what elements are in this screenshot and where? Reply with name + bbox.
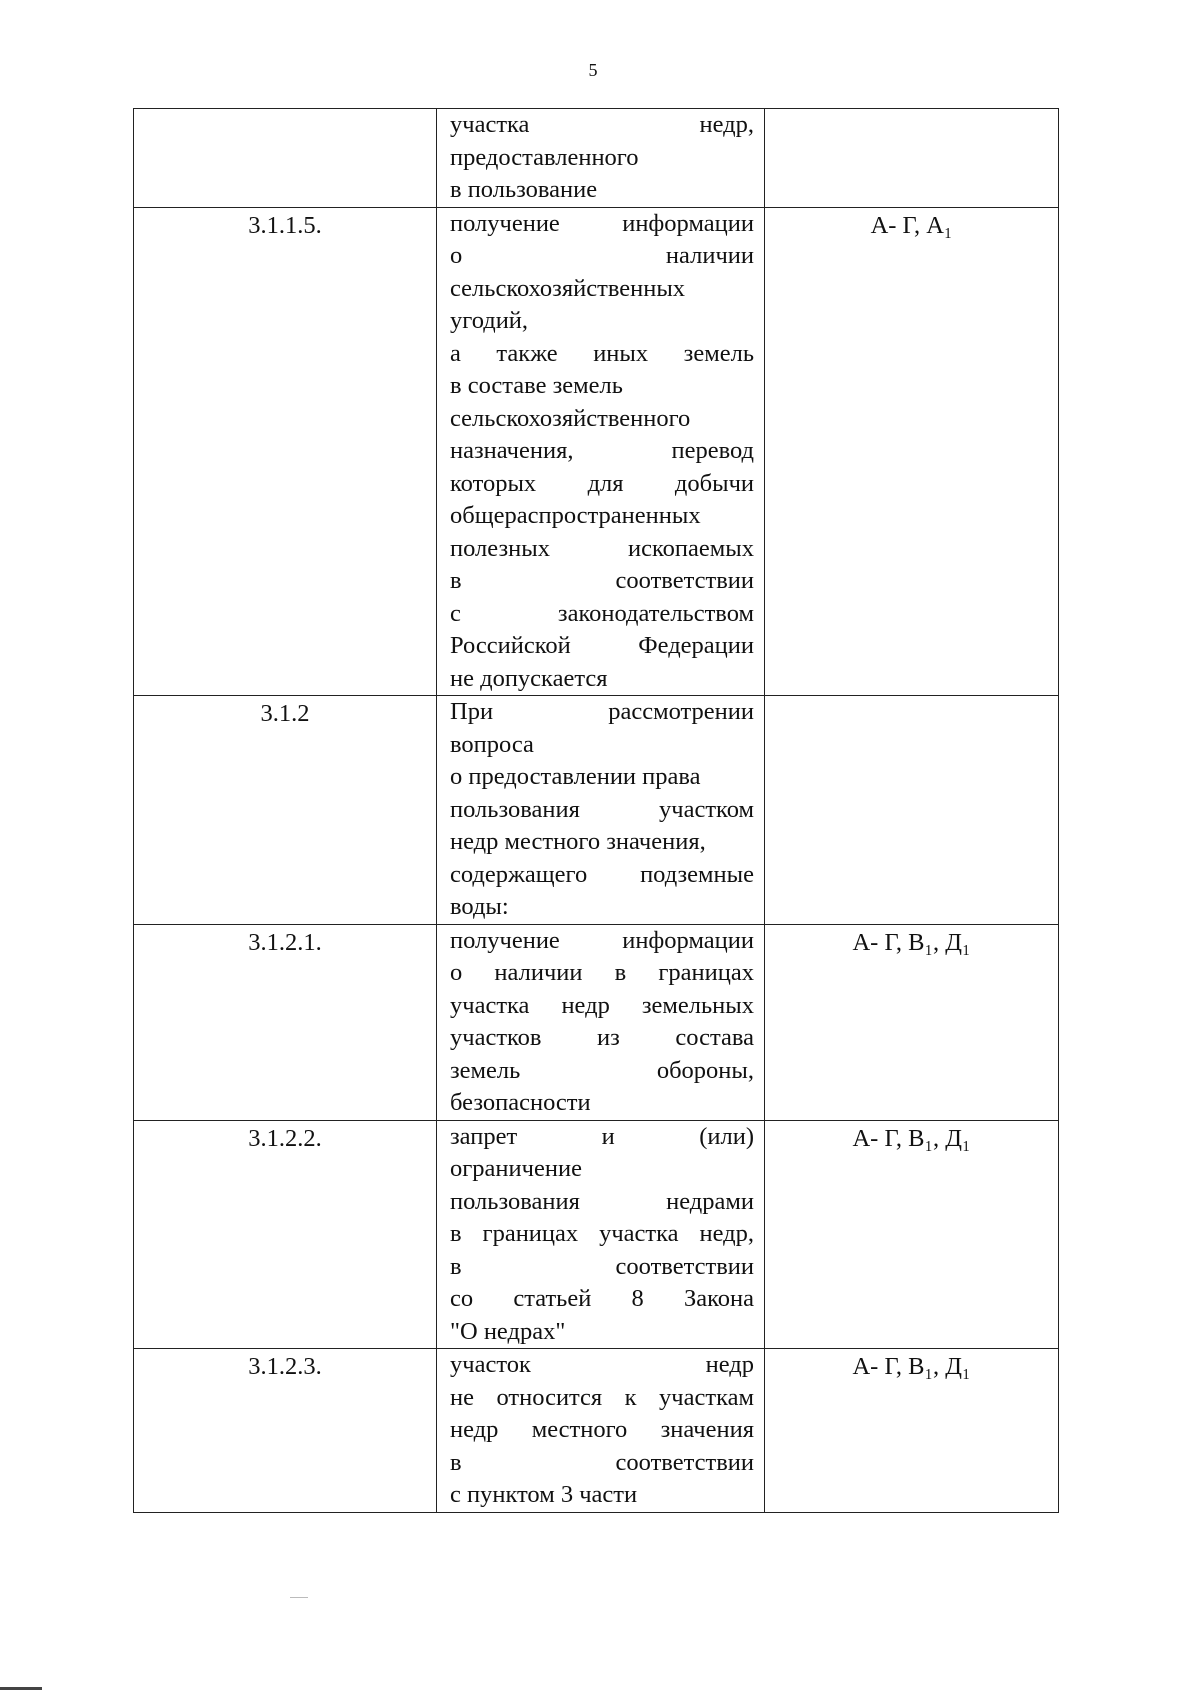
description-line: в соответствии — [450, 1448, 754, 1476]
description-line: получение информации — [450, 209, 754, 237]
description-line: в пользование — [450, 176, 598, 203]
page-number — [0, 60, 1200, 81]
description-line: с законодательством — [450, 599, 754, 627]
table-row — [134, 924, 1059, 1120]
source-codes: А- Г, В₁, Д₁ — [852, 1353, 971, 1380]
description-line: о предоставлении права — [450, 763, 701, 790]
description-line: Российской Федерации — [450, 632, 754, 659]
item-description-cell — [437, 1349, 765, 1513]
item-number: 3.1.2.3. — [248, 1353, 322, 1380]
source-codes-cell — [765, 924, 1059, 1120]
table-row — [134, 207, 1059, 696]
description-line: сельскохозяйственных — [450, 274, 686, 302]
description-line: вопроса — [450, 730, 534, 758]
source-codes-cell — [765, 1120, 1059, 1349]
description-line: ограничение — [450, 1155, 582, 1182]
description-line: участка недр земельных — [450, 991, 754, 1019]
source-codes-cell — [765, 696, 1059, 925]
scan-dust-mark — [290, 1597, 308, 1598]
description-line: о наличии — [450, 242, 754, 269]
item-number-cell — [134, 696, 437, 925]
description-line: При рассмотрении — [450, 698, 754, 725]
description-line: угодий, — [450, 307, 529, 334]
item-number-cell — [134, 924, 437, 1120]
description-line: не допускается — [450, 664, 608, 692]
item-number: 3.1.2.2. — [248, 1124, 322, 1152]
item-number-cell — [134, 207, 437, 696]
item-number: 3.1.2.1. — [248, 928, 322, 956]
page-number-text: 5 — [588, 60, 598, 80]
item-number-cell — [134, 109, 437, 208]
description-line: безопасности — [450, 1089, 591, 1116]
description-line: с пунктом 3 части — [450, 1481, 638, 1508]
table-row — [134, 109, 1059, 208]
description-line: запрет и (или) — [450, 1122, 754, 1150]
table-row — [134, 1349, 1059, 1513]
description-line: назначения, перевод — [450, 437, 754, 464]
description-line: земель обороны, — [450, 1056, 754, 1084]
description-line: в границах участка недр, — [450, 1220, 754, 1247]
description-line: "О недрах" — [450, 1317, 566, 1345]
description-line: участка недр, — [450, 111, 754, 138]
table-row — [134, 696, 1059, 925]
table-body — [134, 109, 1059, 1513]
item-number: 3.1.1.5. — [248, 211, 322, 239]
description-line: общераспространенных — [450, 502, 701, 529]
source-codes-cell — [765, 1349, 1059, 1513]
item-description-cell — [437, 109, 765, 208]
item-number: 3.1.2 — [260, 700, 310, 727]
item-description-cell — [437, 1120, 765, 1349]
description-line: воды: — [450, 893, 509, 920]
description-line: получение информации — [450, 926, 754, 954]
description-line: пользования недрами — [450, 1187, 754, 1215]
description-line: в соответствии — [450, 1252, 754, 1280]
description-line: о наличии в границах — [450, 959, 754, 986]
description-line: со статьей 8 Закона — [450, 1285, 754, 1312]
description-line: участок недр — [450, 1351, 754, 1378]
item-number-cell — [134, 1349, 437, 1513]
description-line: недр местного значения — [450, 1416, 754, 1443]
item-description-cell — [437, 207, 765, 696]
description-line: в соответствии — [450, 567, 754, 594]
source-codes: А- Г, А₁ — [870, 211, 953, 239]
description-line: а также иных земель — [450, 339, 754, 367]
document-table — [133, 108, 1059, 1513]
item-number-cell — [134, 1120, 437, 1349]
scan-edge-mark — [0, 1687, 42, 1690]
source-codes: А- Г, В₁, Д₁ — [852, 928, 971, 956]
description-line: полезных ископаемых — [450, 534, 754, 562]
description-line: сельскохозяйственного — [450, 404, 691, 432]
item-description-cell — [437, 696, 765, 925]
item-description-cell — [437, 924, 765, 1120]
source-codes: А- Г, В₁, Д₁ — [852, 1124, 971, 1152]
description-line: пользования участком — [450, 795, 754, 823]
description-line: недр местного значения, — [450, 828, 706, 855]
description-line: которых для добычи — [450, 469, 754, 497]
description-line: не относится к участкам — [450, 1383, 754, 1411]
description-line: содержащего подземные — [450, 860, 754, 888]
description-line: предоставленного — [450, 143, 639, 171]
source-codes-cell — [765, 207, 1059, 696]
table-row — [134, 1120, 1059, 1349]
description-line: участков из состава — [450, 1024, 754, 1051]
source-codes-cell — [765, 109, 1059, 208]
description-line: в составе земель — [450, 372, 623, 399]
